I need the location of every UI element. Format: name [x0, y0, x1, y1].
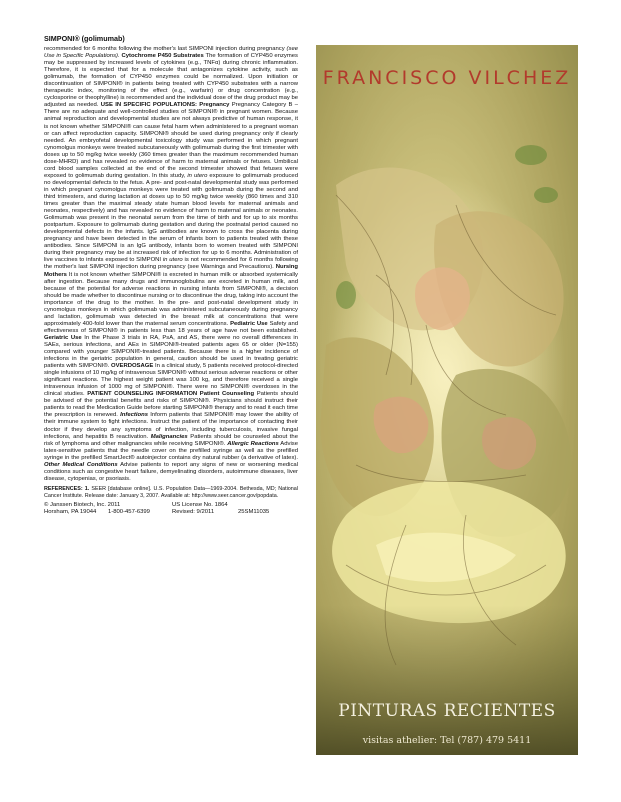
painting-artwork [316, 45, 578, 755]
references [44, 486, 298, 499]
references-label: REFERENCES: 1. [44, 485, 90, 492]
body-segment: In a clinical study, 5 patients received protocol-directed single infusions of 10 mg/kg of intravenous SIMPONI® without serious adverse reactions or other significant reactions. The highest weight patient was 100 kg, and therefore received a single intravenous infusion of 1000 mg of SIMPONI®. There were no SIMPONI® overdoses in the clinical studies. [44, 363, 298, 398]
body-subheading: USE IN SPECIFIC POPULATIONS: Pregnancy [100, 102, 230, 109]
body-subheading: Geriatric Use [44, 334, 82, 341]
body-segment: Inform patients that SIMPONI® may lower the ability of their immune system to fight infections. Instruct the patient of the importance of contacting their doctor if they develop any symptoms of infection, including tuberculosis, invasive fungal infections, and hepatitis B reactivation. [44, 412, 298, 440]
body-segment: Patients should be advised of the potential benefits and risks of SIMPONI®. Physicians should instruct their patients to read the Medication Guide before starting SIMPONI® therapy and to read it each time the prescription is renewed. [44, 391, 298, 419]
body-subheading: in utero [162, 257, 183, 264]
body-subheading: Pediatric Use [230, 320, 268, 327]
footer [44, 502, 298, 516]
body-subheading: in utero [187, 172, 208, 179]
body-subheading: Nursing Mothers [44, 264, 298, 278]
address: Horsham, PA 19044 [44, 509, 97, 516]
body-segment: Patients should be counseled about the risk of lymphoma and other malignancies while receiving SIMPONI®. [44, 433, 298, 447]
exhibition-title: PINTURAS RECIENTES [338, 701, 556, 721]
body-segment: Advise latex-sensitive patients that the needle cover on the prefilled syringe as well as the prefilled syringe in the prefilled SmartJect® autoinjector contains dry natural rubber (a derivative of latex). [44, 440, 298, 461]
body-text [44, 46, 298, 483]
revision-date: Revised: 9/2011 [172, 509, 215, 516]
body-segment: The formation of CYP450 enzymes may be suppressed by increased levels of cytokines (e.g., TNFα) during chronic inflammation. Therefore, it is expected that for a molecule that antagonizes cytokine activity, such as golimumab, the formation of CYP450 enzymes could be normalized. Upon initiation or discontinuation of SIMPONI® in patients being treated with CYP450 substrates with a narrow therapeutic index, monitoring of the effect (e.g., warfarin) or drug concentration (e.g., cyclosporine or theophylline) is recommended and the individual dose of the drug product may be adjusted as needed. [44, 53, 298, 109]
body-subheading: Other Medical Conditions [44, 461, 118, 468]
artist-name: FRANCISCO VILCHEZ [322, 67, 572, 89]
body-subheading: (see Use in Specific Populations). [44, 46, 298, 60]
references-text: SEER [database online]. U.S. Population Data—1969-2004. Bethesda, MD; National Cancer Institute. Release date: January 3, 2007. Available at: http://www.seer.cancer.gov/popdata. [44, 485, 298, 499]
body-segment: exposure to golimumab produced no developmental defects to the fetus. A pre- and post-natal developmental study was performed in which pregnant cynomolgus monkeys were treated with golimumab during the second and third trimesters, and during lactation at doses up to 50 mg/kg twice weekly (860 times and 310 times greater than the maximal steady state human blood levels for maternal animals and neonates, respectively) and has revealed no evidence of harm to maternal animals or neonates. Golimumab was present in the neonatal serum from the time of birth and for up to six months postpartum. Exposure to golimumab during gestation and during the postnatal period caused no developmental defects in the infants. IgG antibodies are known to cross the placenta during pregnancy and have been detected in the serum of infants born to patients treated with these antibodies. Since SIMPONI is an IgG antibody, infants born to women treated with SIMPONI during their pregnancy may be at increased risk of infection for up to 6 months. Administration of live vaccines to infants exposed to SIMPONI [44, 172, 298, 264]
body-segment: recommended for 6 months following the mother's last SIMPONI injection during pregnancy [44, 46, 287, 52]
contact-line: visitas athelier: Tel (787) 479 5411 [362, 735, 532, 746]
body-segment: Advise patients to report any signs of new or worsening medical conditions such as congestive heart failure, demyelinating disorders, autoimmune diseases, liver disease, cytopenias, or psoriasis. [44, 461, 298, 482]
body-segment: is not recommended for 6 months following the mother's last SIMPONI injection during pregnancy (see Warnings and Precautions). [44, 257, 298, 271]
body-segment: Safety and effectiveness of SIMPONI® in patients less than 18 years of age have not been established. [44, 320, 298, 334]
body-subheading: Malignancies [150, 433, 188, 440]
body-subheading: Allergic Reactions [227, 440, 279, 447]
body-subheading: Infections [120, 412, 148, 419]
license-number: US License No. 1864 [172, 502, 228, 509]
document-code: 25SM11035 [238, 509, 270, 516]
prescribing-info-column [44, 34, 298, 754]
body-segment: Pregnancy Category B – There are no adequate and well-controlled studies of SIMPONI® in pregnant women. Because animal reproduction and developmental studies are not always predictive of human response, it is not known whether SIMPONI® can cause fetal harm when administered to a pregnant woman or can affect reproduction capacity. SIMPONI® should be used during pregnancy only if clearly needed. An embryofetal developmental toxicology study was performed in which pregnant cynomolgus monkeys were treated subcutaneously with golimumab during the first trimester with doses up to 50 mg/kg twice weekly (360 times greater than the maximum recommended human dose-MHRD) and has revealed no evidence of harm to maternal animals or fetuses. Umbilical cord blood samples collected at the end of the second trimester showed that fetuses were exposed to golimumab during gestation. In this study, [44, 102, 298, 179]
body-subheading: OVERDOSAGE [111, 363, 154, 370]
copyright: © Janssen Biotech, Inc. 2011 [44, 502, 121, 509]
document-heading: SIMPONI® (golimumab) [44, 34, 125, 43]
body-subheading: Cytochrome P450 Substrates [119, 53, 204, 60]
exhibition-poster [316, 45, 578, 755]
phone-number: 1-800-457-6399 [108, 509, 150, 516]
body-subheading: PATIENT COUNSELING INFORMATION Patient Counseling [87, 391, 255, 398]
body-segment: In the Phase 3 trials in RA, PsA, and AS, there were no overall differences in SAEs, serious infections, and AEs in SIMPONI®-treated patients ages 65 or older (N=155) compared with younger SIMPONI®-treated patients. Because there is a higher incidence of infections in the geriatric population in general, caution should be used in treating geriatric patients with SIMPONI®. [44, 334, 298, 370]
body-segment: It is not known whether SIMPONI® is excreted in human milk or absorbed systemically after ingestion. Because many drugs and immunoglobulins are excreted in human milk, and because of the potential for adverse reactions in nursing infants from SIMPONI®, a decision should be made whether to discontinue nursing or to discontinue the drug, taking into account the importance of the drug to the mother. In the pre- and post-natal development study in cynomolgus monkeys in which golimumab was administered subcutaneously during pregnancy and lactation, golimumab was detected in the breast milk at concentrations that were approximately 400-fold lower than the maternal serum concentrations. [44, 271, 298, 327]
